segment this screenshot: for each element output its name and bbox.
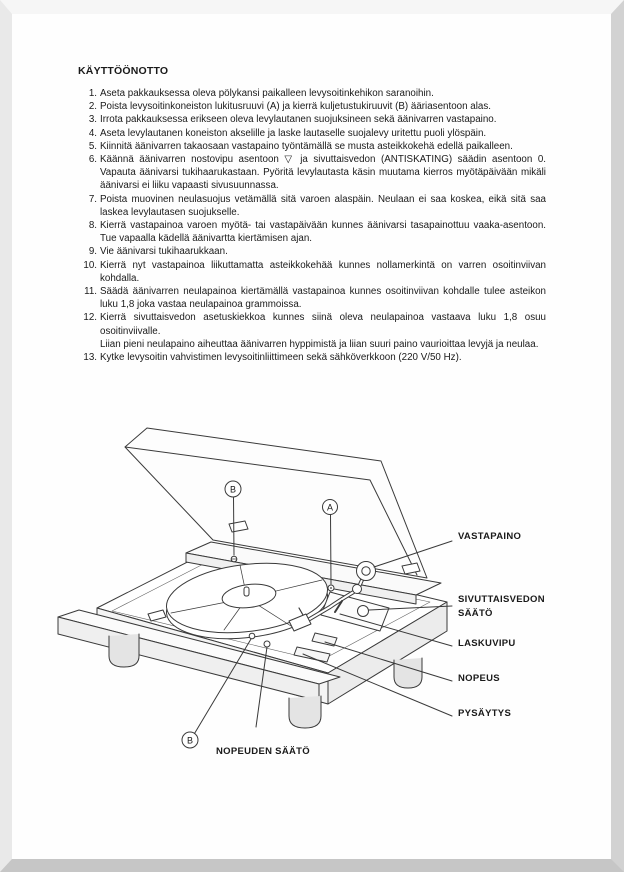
instructions-section (78, 65, 546, 364)
callout-b-letter: B (229, 484, 237, 495)
step-text: Kytke levysoitin vahvistimen levysoitinliittimeen sekä sähköverkkoon (220 V/50 Hz). (100, 352, 462, 364)
diagram-label-pysaytys: PYSÄYTYS (458, 708, 512, 719)
step-number: 3. (88, 114, 97, 126)
tonearm-pivot (353, 585, 362, 594)
step-text: Kierrä nyt vastapainoa liikuttamatta asteikkokehää kunnes nollamerkintä on varren osoitinviivan kohdalla. (100, 259, 546, 284)
step-7 (78, 193, 546, 219)
step-text: Säädä äänivarren neulapainoa kiertämällä vastapainoa kunnes osoitinviivan kohdalle tulee asteikon luku 1,8 joka vastaa neulapainoa grammoissa. (100, 286, 546, 311)
step-text: Aseta levylautanen koneiston akselille ja laske lautaselle suojalevy uritettu puoli ylöspäin. (100, 127, 487, 139)
step-number: 9. (88, 246, 97, 258)
step-number: 2. (88, 101, 97, 113)
diagram-label-nopeuden-saato: NOPEUDEN SÄÄTÖ (216, 746, 310, 757)
page-title: KÄYTTÖÖNOTTO (78, 65, 169, 77)
step-number: 1. (88, 88, 97, 99)
step-text: Irrota pakkauksessa erikseen oleva levylautanen suojuksineen sekä äänivarren vastapaino. (100, 114, 497, 126)
step-number: 11. (84, 286, 97, 298)
transport-screw-b (249, 633, 255, 639)
step-number: 8. (88, 220, 97, 232)
step-text: Kierrä vastapainoa varoen myötä- tai vastapäivään kunnes äänivarsi tasapainottuu vaaka-asentoon. Tue vapaalla kädellä äänivartta kiertämisen ajan. (100, 220, 546, 245)
step-number: 6. (88, 154, 97, 166)
step-number: 12. (83, 312, 97, 324)
step-12 (78, 311, 546, 351)
step-text: Kierrä sivuttaisvedon asetuskiekkoa kunnes siinä oleva neulapainoa vastaava luku 1,8 osuu osoitinviivalle. (100, 312, 546, 337)
step-number: 13. (83, 352, 97, 364)
antiskating-dial (358, 606, 369, 617)
diagram-label-laskuvipu: LASKUVIPU (458, 638, 516, 649)
steps-list (78, 87, 546, 364)
step-text-continued: Liian pieni neulapaino aiheuttaa äänivarren hyppimistä ja liian suuri paino vaurioittaa levyjä ja neulaa. (100, 338, 539, 350)
step-text: Kiinnitä äänivarren takaosaan vastapaino työntämällä se musta asteikkokehä edellä paikalleen. (100, 140, 513, 152)
step-3 (78, 113, 546, 126)
diagram-label-nopeus: NOPEUS (458, 673, 500, 684)
step-4 (78, 127, 546, 140)
step-text: Aseta pakkauksessa oleva pölykansi paikalleen levysoitinkehikon saranoihin. (100, 88, 434, 99)
step-8 (78, 219, 546, 245)
step-10 (78, 259, 546, 285)
step-number: 10. (83, 259, 97, 271)
step-number: 5. (88, 140, 97, 152)
step-text: Poista muovinen neulasuojus vetämällä sitä varoen alaspäin. Neulaan ei saa koskea, eikä sitä saa laskea levylautasen suojukselle. (100, 193, 546, 218)
callout-a-letter: A (326, 502, 334, 513)
step-number: 7. (88, 193, 97, 205)
step-number: 4. (88, 127, 97, 139)
step-2 (78, 100, 546, 113)
step-6 (78, 153, 546, 193)
step-11 (78, 285, 546, 311)
step-text: Vie äänivarsi tukihaarukkaan. (100, 246, 228, 258)
step-text: Käännä äänivarren nostovipu asentoon ▽ ja sivuttaisvedon (ANTISKATING) säädin asentoon 0. Vapauta äänivarsi tukihaarukastaan. Pyöritä levylautasta käsin muutama kierros myötäpäivään mikäli äänivarsi ei liiku vapaasti sivusuunnassa. (100, 154, 546, 192)
step-5 (78, 140, 546, 153)
spindle (244, 587, 249, 596)
counterweight (357, 562, 376, 581)
diagram-label-sivuttaisvedon-saato: SIVUTTAISVEDON SÄÄTÖ (458, 594, 545, 619)
step-13 (78, 351, 546, 364)
step-text: Poista levysoitinkoneiston lukitusruuvi (A) ja kierrä kuljetustukiruuvit (B) ääriasentoon alas. (100, 101, 491, 113)
callout-b-letter: B (186, 735, 194, 746)
step-1 (78, 87, 546, 100)
speed-adjust-knob (264, 641, 270, 647)
diagram-label-vastapaino: VASTAPAINO (458, 531, 522, 542)
step-9 (78, 245, 546, 258)
